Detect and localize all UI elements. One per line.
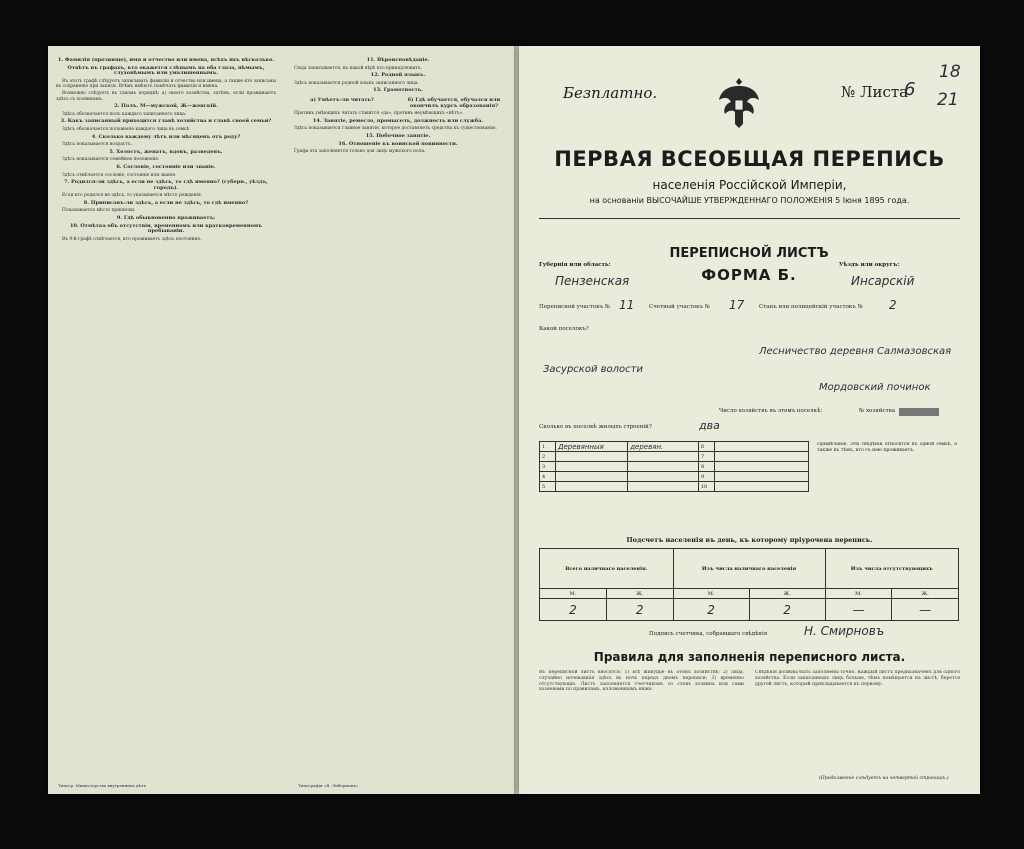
count-col-header: Ж. (892, 589, 959, 599)
buildings-cell: 10 (699, 482, 715, 492)
count-col-header: М. (673, 589, 749, 599)
stan-label: Станъ или полицейскій участокъ № (759, 304, 863, 310)
section-heading: 4. Сколько каждому лѣтъ или мѣсяцевъ отъ роду? (91, 133, 241, 140)
divider (539, 218, 960, 219)
section-heading: 15. Побочное занятіе. (365, 132, 431, 139)
buildings-row (540, 442, 809, 452)
section-heading: 9. Гдѣ обыкновенно проживаетъ; (116, 215, 216, 222)
buildings-cell: 9 (699, 472, 715, 482)
instructions-column-1 (56, 56, 276, 786)
uezd-value: Инсарскій (851, 274, 915, 288)
corner-number-top: 18 (939, 62, 961, 82)
buildings-cell (715, 472, 809, 482)
buildings-cell (715, 462, 809, 472)
section-heading: 13. Грамотность. (373, 87, 423, 94)
buildings-cell: 2 (540, 452, 556, 462)
buildings-cell (628, 462, 699, 472)
buildings-cell (715, 482, 809, 492)
form-sheet-title: ПЕРЕПИСНОЙ ЛИСТЪ (669, 246, 829, 261)
body-text: Въ этотъ графѣ слѣдуетъ записывать фамиліи и отчество или имена, а также кто записаны въ сохраненіе при записи. Всѣмъ имѣютъ помѣчать фамиліи и имена. (56, 78, 276, 90)
section-heading: 2. Полъ. М—мужской, Ж—женскій. (114, 103, 218, 110)
poselok-value-2: Засурской волости (543, 364, 643, 375)
sheet-number-handwritten: 6 (904, 79, 916, 100)
perep-value: 11 (619, 298, 635, 312)
buildings-cell: 5 (540, 482, 556, 492)
buildings-cell: 4 (540, 472, 556, 482)
poselok-label: Какой поселокъ? (539, 326, 589, 332)
buildings-cell: 3 (540, 462, 556, 472)
form-basis: на основаніи ВЫСОЧАЙШЕ УТВЕРЖДЕННАГО ПОЛОЖЕНІЯ 5 Іюня 1895 года. (589, 196, 910, 205)
schet-label: Счетный участокъ № (649, 304, 711, 310)
gubernia-value: Пензенская (555, 274, 630, 288)
gubernia-label: Губернія или область: (539, 262, 611, 268)
stan-value: 2 (889, 298, 897, 312)
rules-column-1: Въ переписной листъ вносятся: 1) всѣ живущіе въ этомъ хозяйствѣ; 2) лица, случайно ночевавшія здѣсь въ ночь передъ днемъ переписи; 3) временно отсутствующіе. Листъ заполняется счетчикомъ со словъ хозяина или сами хозяевами по правиламъ, изложеннымъ ниже. (539, 670, 744, 693)
body-text: Здѣсь отмѣчается сословіе, состояніе или званіе. (62, 172, 177, 178)
signature-label: Подпись счетчика, собравшаго свѣдѣнія (649, 631, 768, 637)
rules-title: Правила для заполненія переписного листа. (593, 650, 906, 664)
section-heading: 12. Родной языкъ. (370, 72, 426, 79)
hoz-number-label: № хозяйства (859, 408, 895, 414)
body-text: Показывается мѣсто приписки. (62, 208, 136, 214)
count-value: 2 (540, 599, 607, 621)
count-header-present: Всего наличнаго населенія. (540, 549, 674, 589)
hoz-count-label: Число хозяйствъ въ этомъ поселкѣ: (719, 408, 823, 414)
buildings-row (540, 462, 809, 472)
buildings-cell (628, 482, 699, 492)
count-col-header: М. (540, 589, 607, 599)
signature-value: Н. Смирновъ (804, 624, 885, 638)
corner-number-bottom: 21 (937, 90, 959, 110)
buildings-table (539, 441, 809, 492)
form-title: ПЕРВАЯ ВСЕОБЩАЯ ПЕРЕПИСЬ (554, 147, 945, 171)
body-text: Здѣсь обозначается полъ каждаго записанного лица. (62, 111, 187, 117)
section-heading: 8. Приписанъ-ли здѣсь, а если не здѣсь, то гдѣ именно? (83, 199, 249, 206)
section-heading: 11. Вѣроисповѣданіе. (366, 57, 430, 63)
count-value: — (892, 599, 959, 621)
buildings-cell (555, 472, 627, 482)
redacted-box (899, 408, 939, 416)
buildings-row (540, 452, 809, 462)
body-text: Здѣсь показывается семейное положеніе. (62, 157, 160, 163)
buildings-cell: 7 (699, 452, 715, 462)
stroy-value: два (699, 419, 720, 432)
buildings-cell: 1 (540, 442, 556, 452)
section-heading: 3. Какъ записанный приходится главѣ хозяйства и главѣ своей семьи? (60, 118, 272, 125)
count-col-header: Ж. (749, 589, 825, 599)
printer-footer-right: Типографія «Я. Либерманъ» (298, 783, 359, 788)
section-heading: 1. Фамилія (прозвище), имя и отчество или имена, всѣхъ ихъ вѣсколько. (57, 57, 275, 63)
body-text: Графа эта заполняется только для лицъ мужского пола. (294, 149, 426, 155)
printer-footer-left: Типогр. Министерства внутреннихъ дѣлъ (58, 783, 146, 788)
population-count-table (539, 548, 959, 621)
body-text: Здѣсь показывается главное занятіе, которое доставляетъ средства къ существованію. (294, 126, 497, 132)
section-heading: 6. Сословіе, состояніе или званіе. (116, 163, 216, 170)
count-col-header: Ж. (606, 589, 673, 599)
count-value: 2 (673, 599, 749, 621)
double-headed-eagle-icon (715, 74, 763, 130)
count-title: Подсчетъ населенія въ день, къ которому пріурочена перепись. (626, 536, 873, 544)
count-value: 2 (749, 599, 825, 621)
buildings-cell: 6 (699, 442, 715, 452)
poselok-value-1: Лесничество деревня Салмазовская (759, 346, 952, 357)
continued-note: (Продолженіе слѣдуетъ на четвертой страницѣ.) (819, 776, 949, 781)
poselok-value-3: Мордовский починок (819, 382, 931, 393)
buildings-cell (555, 482, 627, 492)
perep-label: Переписной участокъ № (539, 304, 611, 310)
buildings-cell (555, 462, 627, 472)
uezd-label: Уѣздъ или округъ: (839, 262, 900, 268)
count-value: — (825, 599, 892, 621)
count-value: 2 (606, 599, 673, 621)
section-heading: 5. Холостъ, женатъ, вдовъ, разведенъ. (109, 148, 223, 155)
body-text: Сюда записывается, къ какой вѣрѣ кто принадлежитъ. (294, 65, 422, 71)
buildings-cell (715, 452, 809, 462)
section-heading: 10. Отмѣтка объ отсутствіи, временномъ или кратковременномъ пребываніи. (69, 222, 262, 235)
buildings-cell (715, 442, 809, 452)
form-letter: ФОРМА Б. (701, 266, 797, 284)
body-text: Здѣсь обозначается положеніе каждого лица въ семьѣ. (62, 126, 191, 132)
section-heading: Отвѣтъ въ графахъ, кто окажется слѣпымъ на оба глаза, нѣмымъ, глухонѣмымъ или умалишеннымъ. (67, 64, 265, 77)
body-text: Если кто родился не здѣсь, то указывается мѣсто рожденія. (62, 193, 203, 199)
buildings-cell: Деревянныя (555, 442, 627, 452)
left-page (48, 46, 516, 794)
body-text: Здѣсь показывается возрастъ. (62, 142, 132, 148)
section-heading: 16. Отношеніе къ воинской повинности. (338, 140, 458, 147)
buildings-row (540, 472, 809, 482)
count-header-of-present: Изъ числа наличнаго населенія (673, 549, 825, 589)
section-heading: 14. Занятіе, ремесло, промыселъ, должность или служба. (312, 117, 484, 124)
buildings-cell: 8 (699, 462, 715, 472)
body-text: Возможно слѣдуетъ въ такомъ порядкѣ: а) своего хозяйства, затѣмъ, если проживаютъ здѣсь съ хозяиномъ. (56, 90, 276, 102)
buildings-row (540, 482, 809, 492)
buildings-cell (628, 472, 699, 482)
section-heading: 7. Родился-ли здѣсь, а если не здѣсь, то гдѣ именно? (губерн., уѣздъ, городъ). (64, 179, 268, 191)
sheet-number-label: № Листа (841, 83, 909, 101)
body-text: Здѣсь показывается родной языкъ записанного лица. (294, 80, 419, 86)
stroy-label: Сколько въ поселкѣ жилыхъ строеній? (539, 424, 652, 430)
buildings-cell (555, 452, 627, 462)
instructions-column-2 (288, 56, 508, 786)
section-heading: а) Умѣетъ-ли читать? (310, 96, 374, 103)
schet-value: 17 (729, 298, 745, 312)
section-heading: б) Гдѣ обучается, обучался или окончилъ курсъ образованія? (407, 96, 501, 109)
rules-column-2: Свѣдѣнія должны быть заполнены точно. Каждый листъ предназначенъ для одного хозяйства. Если записанныхъ лицъ больше, чѣмъ помѣщается на листѣ, берется другой листъ, который прикладывается къ первому. (755, 670, 960, 687)
buildings-cell: деревян. (628, 442, 699, 452)
count-header-absent: Изъ числа отсутствующихъ (825, 549, 958, 589)
count-col-header: М. (825, 589, 892, 599)
buildings-cell (628, 452, 699, 462)
remark-text: Примѣчаніе. Эти свѣдѣнія относятся къ одной семьѣ, а также къ тѣмъ, кто съ нею проживаетъ. (817, 442, 957, 453)
body-text: Въ 9-й графѣ отмѣчается, кто проживаетъ здѣсь постоянно. (62, 236, 202, 242)
census-form-page (519, 46, 980, 794)
free-label: Безплатно. (563, 84, 658, 102)
body-text: Противъ умѣющихъ читать ставится «да», противъ неумѣющихъ «нѣтъ». (294, 111, 464, 117)
form-subtitle: населенія Россійской Имперіи, (652, 178, 847, 192)
